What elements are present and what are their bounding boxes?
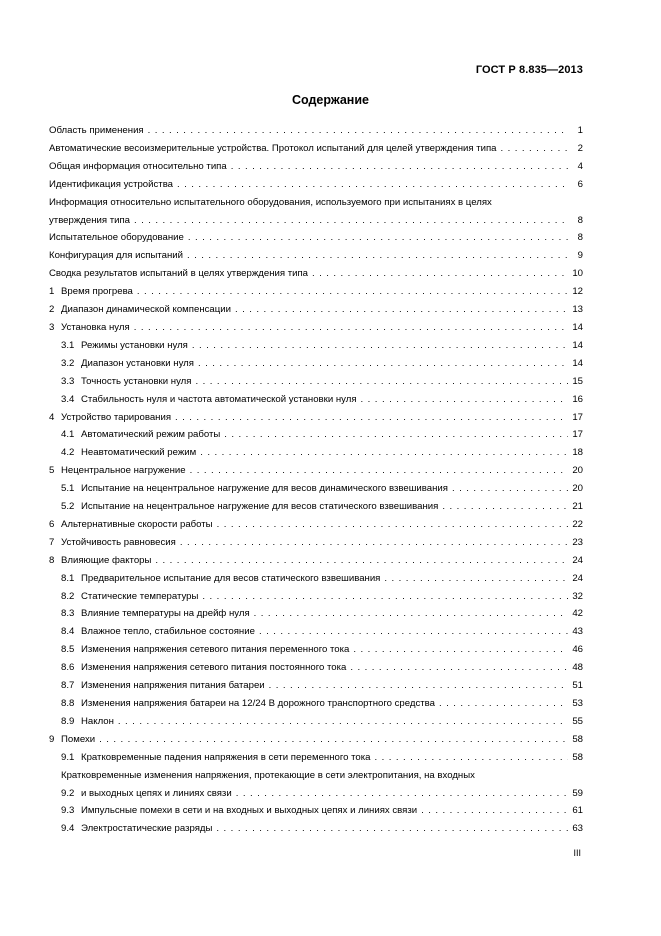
toc-entry-title: Идентификация устройства — [49, 178, 174, 190]
toc-entry[interactable] — [49, 444, 583, 462]
toc-entry-line — [61, 588, 583, 606]
toc-entry-line — [61, 444, 583, 462]
dot-leader — [259, 623, 568, 641]
toc-entry[interactable] — [49, 409, 583, 427]
toc-entry-line — [61, 355, 583, 373]
toc-entry-line — [61, 677, 583, 695]
toc-entry-number: 9.2 — [61, 787, 75, 799]
toc-entry[interactable] — [49, 570, 583, 588]
table-of-contents — [49, 122, 583, 838]
toc-entry-page: 24 — [572, 554, 583, 566]
toc-entry[interactable] — [49, 480, 583, 498]
toc-entry-page: 1 — [577, 125, 583, 136]
toc-entry-line — [49, 158, 583, 176]
toc-entry-number: 3.4 — [61, 393, 75, 405]
toc-entry-title: Диапазон динамической компенсации — [61, 304, 231, 316]
toc-entry-title: Альтернативные скорости работы — [61, 518, 213, 530]
toc-entry-page: 14 — [572, 321, 583, 333]
toc-entry-page: 51 — [572, 680, 583, 692]
toc-entry-line — [49, 229, 583, 247]
toc-entry[interactable] — [49, 641, 583, 659]
toc-entry-title: Изменения напряжения питания батареи — [81, 680, 265, 692]
toc-entry-page: 46 — [572, 644, 583, 656]
toc-entry-page: 10 — [572, 268, 583, 280]
toc-entry-title: Нецентральное нагружение — [61, 465, 186, 477]
toc-entry-title: Диапазон установки нуля — [81, 357, 194, 369]
toc-entry-page: 23 — [572, 536, 583, 548]
toc-entry[interactable] — [49, 695, 583, 713]
toc-entry-page: 53 — [572, 698, 583, 709]
dot-leader — [187, 247, 569, 265]
toc-entry-number: 3.2 — [61, 357, 75, 369]
toc-entry-line — [49, 409, 583, 427]
toc-entry-line — [61, 713, 583, 731]
toc-entry-line — [61, 391, 583, 409]
toc-entry-line — [61, 623, 583, 641]
toc-entry-line — [49, 247, 583, 265]
dot-leader — [442, 498, 568, 516]
toc-entry-title-continued: утверждения типа — [49, 214, 131, 226]
toc-entry[interactable] — [49, 319, 583, 337]
dot-leader — [137, 283, 568, 301]
dot-leader — [350, 659, 568, 677]
toc-entry-title: Предварительное испытание для весов статического взвешивания — [81, 572, 381, 584]
toc-entry-title-continued: и выходных цепях и линиях связи — [81, 787, 232, 799]
toc-entry-line — [61, 641, 583, 659]
toc-entry-line — [61, 605, 583, 623]
toc-title: Содержание — [291, 93, 369, 107]
toc-entry-page: 14 — [572, 357, 583, 369]
toc-entry-page: 12 — [572, 286, 583, 298]
dot-leader — [384, 570, 568, 588]
toc-entry-title: Область применения — [49, 125, 144, 136]
toc-entry-title: Неавтоматический режим — [81, 447, 197, 459]
toc-entry[interactable] — [49, 731, 583, 749]
toc-entry[interactable] — [49, 677, 583, 695]
toc-entry[interactable] — [49, 552, 583, 570]
dot-leader — [501, 140, 569, 158]
toc-entry-page: 13 — [572, 304, 583, 316]
dot-leader — [254, 605, 569, 623]
toc-entry-title: Кратковременные изменения напряжения, протекающие в сети электропитания, на входных — [61, 769, 475, 781]
toc-entry-line — [49, 301, 583, 319]
toc-entry[interactable] — [49, 534, 583, 552]
toc-entry-page: 14 — [572, 339, 583, 351]
toc-entry-page: 43 — [572, 626, 583, 638]
dot-leader — [195, 373, 568, 391]
toc-entry-line — [49, 283, 583, 301]
toc-entry-line — [61, 785, 583, 803]
toc-entry-title: Конфигурация для испытаний — [49, 250, 183, 262]
dot-leader — [180, 534, 568, 552]
toc-entry-page: 59 — [572, 787, 583, 799]
toc-entry-number: 7 — [49, 536, 55, 548]
toc-entry-line — [61, 659, 583, 677]
dot-leader — [375, 749, 569, 767]
toc-entry-title: Режимы установки нуля — [81, 339, 188, 351]
dot-leader — [353, 641, 568, 659]
toc-entry-title: Общая информация относительно типа — [49, 160, 227, 172]
dot-leader — [188, 229, 569, 247]
toc-entry-number: 5.1 — [61, 483, 75, 495]
toc-entry[interactable] — [49, 391, 583, 409]
toc-entry-page: 6 — [577, 178, 583, 190]
toc-entry-page: 22 — [572, 518, 583, 530]
dot-leader — [134, 319, 569, 337]
toc-entry-page: 4 — [577, 160, 583, 172]
toc-entry-page: 20 — [572, 465, 583, 477]
toc-entry[interactable] — [49, 247, 583, 265]
toc-entry[interactable] — [49, 176, 583, 194]
toc-entry-number: 3 — [49, 321, 55, 333]
dot-leader — [200, 444, 568, 462]
toc-entry-number: 2 — [49, 304, 55, 316]
toc-entry[interactable] — [49, 516, 583, 534]
toc-entry[interactable] — [49, 623, 583, 641]
toc-entry-line — [61, 373, 583, 391]
toc-entry-title: Статические температуры — [81, 590, 199, 602]
toc-entry-title: Автоматические весоизмерительные устройства. Протокол испытаний для целей утверждения типа — [49, 142, 497, 154]
toc-entry-page: 15 — [572, 375, 583, 387]
toc-entry-page: 48 — [572, 662, 583, 674]
toc-entry[interactable] — [49, 229, 583, 247]
toc-entry-line — [61, 337, 583, 355]
toc-entry[interactable] — [49, 355, 583, 373]
toc-entry-title: Испытание на нецентральное нагружение для весов статического взвешивания — [81, 501, 439, 513]
toc-entry-page: 9 — [577, 250, 583, 262]
toc-entry-page: 32 — [572, 590, 583, 602]
toc-entry-title: Изменения напряжения сетевого питания постоянного тока — [81, 662, 347, 674]
toc-entry-line — [61, 802, 583, 820]
toc-entry-number: 5 — [49, 465, 55, 477]
toc-entry-title: Точность установки нуля — [81, 375, 192, 387]
dot-leader — [216, 820, 568, 838]
document-code: ГОСТ Р 8.835—2013 — [475, 64, 583, 76]
toc-entry-title: Электростатические разряды — [81, 823, 213, 835]
toc-entry-page: 8 — [577, 232, 583, 244]
dot-leader — [217, 516, 569, 534]
dot-leader — [198, 355, 568, 373]
toc-entry-page: 58 — [572, 751, 583, 763]
toc-entry-page: 8 — [577, 214, 583, 226]
dot-leader — [452, 480, 568, 498]
toc-entry-number: 5.2 — [61, 501, 75, 513]
toc-entry-page: 61 — [572, 805, 583, 817]
toc-entry-title: Влияющие факторы — [61, 554, 152, 566]
toc-entry[interactable] — [49, 802, 583, 820]
toc-entry-title: Импульсные помехи в сети и на входных и выходных цепях и линиях связи — [81, 805, 418, 817]
toc-entry-line — [61, 498, 583, 516]
toc-entry[interactable] — [49, 767, 583, 803]
toc-entry-page: 2 — [577, 142, 583, 154]
toc-entry-number: 9.4 — [61, 823, 75, 835]
toc-entry[interactable] — [49, 283, 583, 301]
toc-entry-title: Испытательное оборудование — [49, 232, 184, 244]
toc-entry-number: 8.4 — [61, 626, 75, 638]
toc-entry-page: 42 — [572, 608, 583, 620]
toc-entry-page: 17 — [572, 429, 583, 441]
toc-entry-page: 55 — [572, 715, 583, 727]
toc-entry-title: Наклон — [81, 715, 114, 727]
dot-leader — [361, 391, 569, 409]
toc-entry-line — [49, 516, 583, 534]
toc-entry-title: Устройство тарирования — [61, 411, 172, 423]
toc-entry-title: Влажное тепло, стабильное состояние — [81, 626, 255, 638]
toc-entry-line — [61, 820, 583, 838]
toc-entry-title: Стабильность нуля и частота автоматической установки нуля — [81, 393, 357, 405]
dot-leader — [190, 462, 569, 480]
toc-entry[interactable] — [49, 122, 583, 140]
toc-entry-title: Кратковременные падения напряжения в сети переменного тока — [81, 751, 371, 763]
dot-leader — [236, 785, 569, 803]
toc-entry-line — [49, 462, 583, 480]
toc-entry-line — [49, 212, 583, 230]
dot-leader — [312, 265, 568, 283]
toc-entry-line — [49, 265, 583, 283]
dot-leader — [99, 731, 568, 749]
toc-entry-number: 8.6 — [61, 662, 75, 674]
dot-leader — [421, 802, 568, 820]
toc-entry-line — [49, 319, 583, 337]
toc-entry[interactable] — [49, 605, 583, 623]
toc-entry[interactable] — [49, 337, 583, 355]
toc-entry[interactable] — [49, 373, 583, 391]
toc-entry-title: Время прогрева — [61, 286, 133, 298]
toc-entry[interactable] — [49, 659, 583, 677]
toc-entry-number: 8.7 — [61, 680, 75, 692]
toc-entry-page: 17 — [572, 411, 583, 423]
toc-entry-page: 18 — [572, 447, 583, 459]
toc-entry-number: 3.3 — [61, 375, 75, 387]
dot-leader — [134, 212, 569, 230]
toc-entry-number: 9.1 — [61, 751, 75, 763]
toc-entry-number: 8.2 — [61, 590, 75, 602]
toc-entry[interactable] — [49, 462, 583, 480]
toc-entry-number: 8.9 — [61, 715, 75, 727]
toc-entry[interactable] — [49, 140, 583, 158]
toc-entry-title: Испытание на нецентральное нагружение для весов динамического взвешивания — [81, 483, 448, 495]
toc-entry-number: 9 — [49, 733, 55, 745]
toc-entry-line — [49, 534, 583, 552]
toc-entry-number: 4.2 — [61, 447, 75, 459]
toc-entry-number: 8.5 — [61, 644, 75, 656]
toc-entry-number: 4 — [49, 411, 55, 423]
toc-entry-title: Изменения напряжения сетевого питания переменного тока — [81, 644, 350, 656]
dot-leader — [148, 122, 569, 140]
toc-entry-title: Устойчивость равновесия — [61, 536, 176, 548]
toc-entry-line — [61, 570, 583, 588]
toc-entry[interactable] — [49, 301, 583, 319]
toc-entry-title: Помехи — [61, 733, 96, 745]
toc-entry-number: 8.8 — [61, 698, 75, 709]
toc-entry-number: 1 — [49, 286, 55, 298]
dot-leader — [231, 158, 569, 176]
toc-entry-title: Сводка результатов испытаний в целях утверждения типа — [49, 268, 309, 280]
toc-entry-title: Влияние температуры на дрейф нуля — [81, 608, 250, 620]
dot-leader — [269, 677, 569, 695]
toc-entry-page: 63 — [572, 823, 583, 835]
toc-entry[interactable] — [49, 498, 583, 516]
toc-entry-number: 9.3 — [61, 805, 75, 817]
toc-entry-page: 24 — [572, 572, 583, 584]
toc-entry-line — [49, 552, 583, 570]
dot-leader — [177, 176, 569, 194]
toc-entry-page: 20 — [572, 483, 583, 495]
toc-entry-line — [61, 426, 583, 444]
toc-entry-line — [49, 176, 583, 194]
dot-leader — [155, 552, 568, 570]
page-number: III — [573, 848, 581, 858]
dot-leader — [439, 695, 568, 713]
toc-entry[interactable] — [49, 713, 583, 731]
dot-leader — [118, 713, 568, 731]
toc-entry[interactable] — [49, 820, 583, 838]
toc-entry-page: 58 — [572, 733, 583, 745]
toc-entry-number: 8.3 — [61, 608, 75, 620]
toc-entry-line — [61, 480, 583, 498]
toc-entry-number: 8 — [49, 554, 55, 566]
toc-entry-line — [49, 140, 583, 158]
toc-entry-line — [49, 122, 583, 140]
toc-entry[interactable] — [49, 194, 583, 230]
toc-entry-number: 4.1 — [61, 429, 75, 441]
toc-entry-number: 3.1 — [61, 339, 75, 351]
toc-entry[interactable] — [49, 749, 583, 767]
toc-entry-title: Информация относительно испытательного оборудования, используемого при испытаниях в целях — [49, 196, 492, 208]
toc-entry-title: Изменения напряжения батареи на 12/24 В дорожного транспортного средства — [81, 698, 435, 709]
toc-entry-number: 6 — [49, 518, 55, 530]
toc-entry[interactable] — [49, 588, 583, 606]
dot-leader — [175, 409, 568, 427]
toc-entry[interactable] — [49, 158, 583, 176]
dot-leader — [202, 588, 568, 606]
toc-entry-title: Автоматический режим работы — [81, 429, 221, 441]
dot-leader — [192, 337, 568, 355]
toc-entry-line — [61, 695, 583, 713]
toc-entry-line — [49, 731, 583, 749]
toc-entry-page: 16 — [572, 393, 583, 405]
toc-entry-line — [61, 749, 583, 767]
toc-entry[interactable] — [49, 426, 583, 444]
dot-leader — [224, 426, 568, 444]
toc-entry-title: Установка нуля — [61, 321, 130, 333]
toc-entry-page: 21 — [572, 501, 583, 513]
toc-entry[interactable] — [49, 265, 583, 283]
toc-entry-number: 8.1 — [61, 572, 75, 584]
dot-leader — [235, 301, 568, 319]
